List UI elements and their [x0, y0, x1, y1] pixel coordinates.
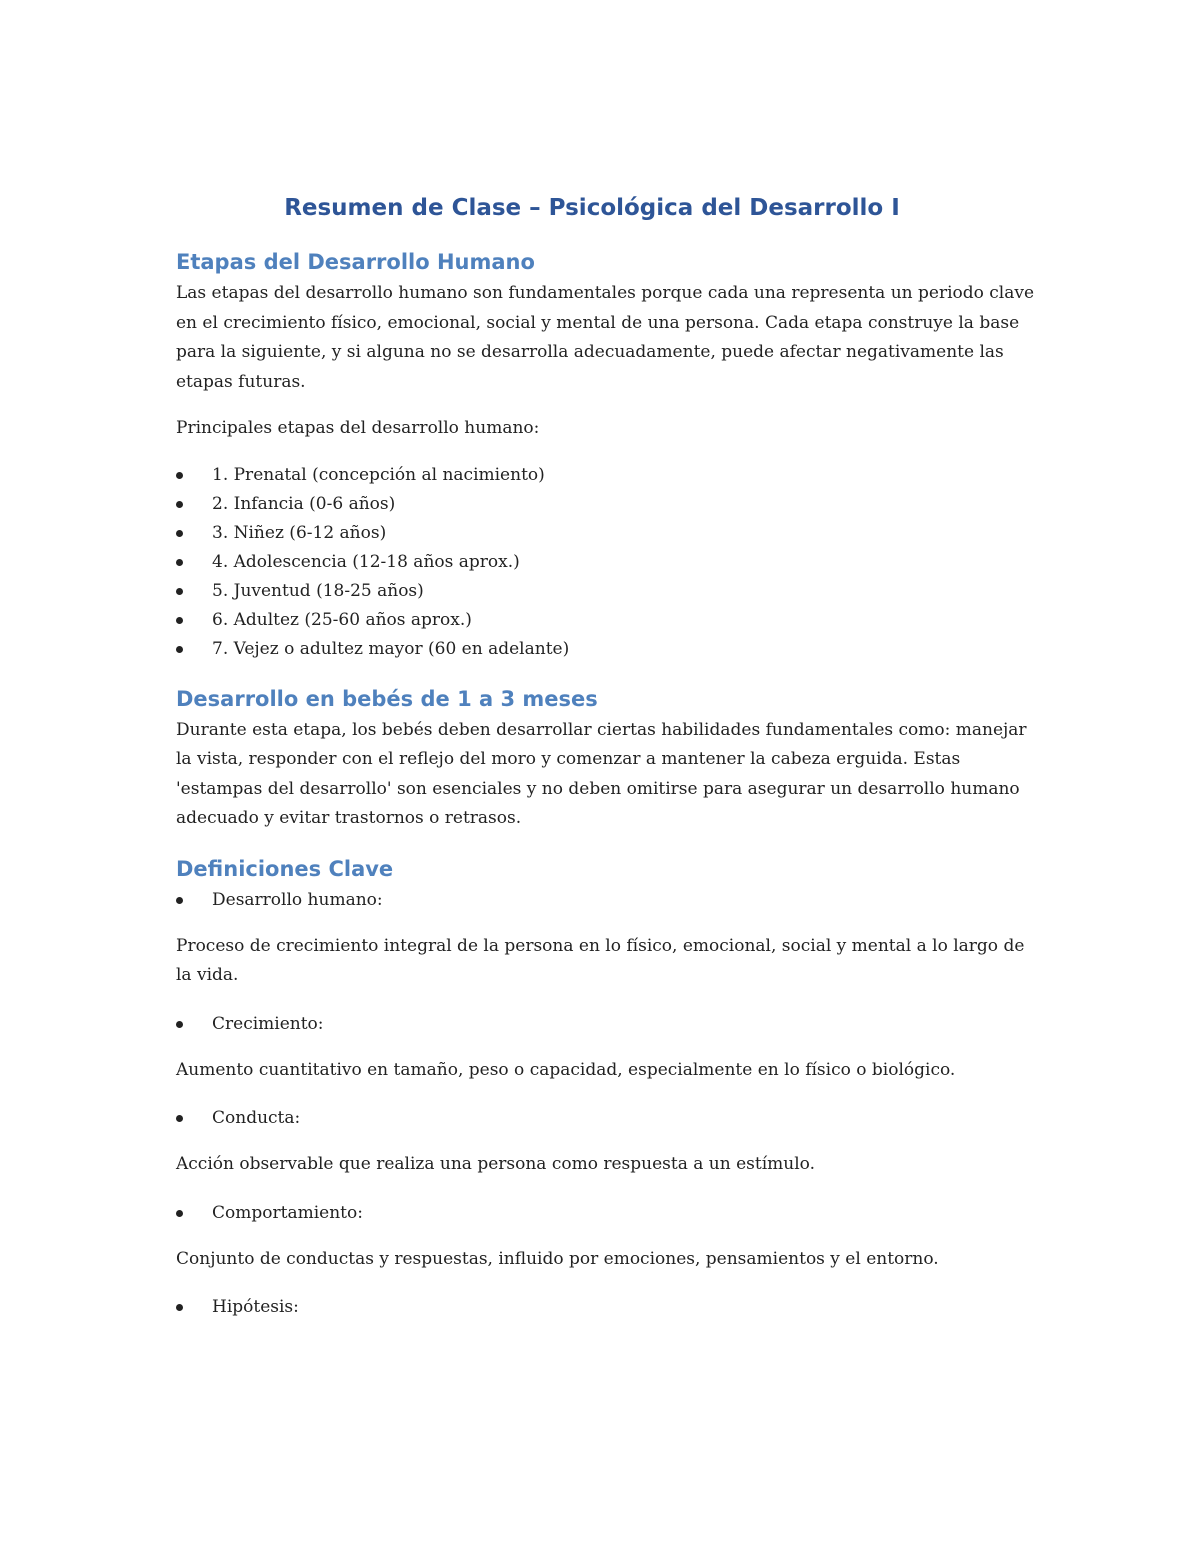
definition-term-text: Desarrollo humano:	[212, 889, 383, 910]
list-item	[176, 606, 1036, 635]
page-title: Resumen de Clase – Psicológica del Desarrollo I	[284, 195, 900, 221]
list-item-text: 5. Juventud (18-25 años)	[212, 580, 424, 601]
bullet-icon	[176, 588, 183, 595]
bebes-paragraph: Durante esta etapa, los bebés deben desarrollar ciertas habilidades fundamentales como: manejar la vista, responder con el reflejo del moro y comenzar a mantener la cabeza erguida. Estas 'estampas del desarrollo' son esenciales y no deben omitirse para asegurar un desarrollo humano adecuado y evitar trastornos o retrasos.	[176, 719, 1027, 828]
definition-term-text: Hipótesis:	[212, 1297, 299, 1317]
bullet-icon	[176, 1304, 183, 1311]
list-item	[176, 548, 1036, 577]
definition-text: Aumento cuantitativo en tamaño, peso o capacidad, especialmente en lo físico o biológico.	[176, 1059, 956, 1080]
list-item-text: 7. Vejez o adultez mayor (60 en adelante)	[212, 638, 570, 659]
definition-text: Acción observable que realiza una persona como respuesta a un estímulo.	[176, 1154, 815, 1174]
definition-term	[176, 1010, 1036, 1039]
definition-block	[176, 1010, 1036, 1086]
definition-term	[176, 1199, 1036, 1228]
list-item-text: 3. Niñez (6-12 años)	[212, 522, 387, 543]
definition-block	[176, 1293, 1036, 1322]
list-item-text: 1. Prenatal (concepción al nacimiento)	[212, 464, 545, 485]
definition-block	[176, 886, 1036, 991]
list-item-text: 6. Adultez (25-60 años aprox.)	[212, 609, 472, 630]
bullet-icon	[176, 617, 183, 624]
definition-term	[176, 886, 1036, 915]
list-item	[176, 490, 1036, 519]
etapas-paragraph: Las etapas del desarrollo humano son fundamentales porque cada una representa un periodo clave en el crecimiento físico, emocional, social y mental de una persona. Cada etapa construye la base para la siguiente, y si alguna no se desarrolla adecuadamente, puede afectar negativamente las etapas futuras.	[176, 283, 1035, 392]
etapas-list	[176, 461, 1036, 664]
list-item	[176, 461, 1036, 490]
definition-term	[176, 1293, 1036, 1322]
definition-term-text: Conducta:	[212, 1108, 301, 1128]
document-body	[176, 188, 1036, 1322]
list-item	[176, 519, 1036, 548]
section-heading-etapas: Etapas del Desarrollo Humano	[176, 250, 535, 274]
bullet-icon	[176, 559, 183, 566]
section-heading-definiciones: Definiciones Clave	[176, 856, 394, 881]
list-item	[176, 577, 1036, 606]
definition-text: Proceso de crecimiento integral de la persona en lo físico, emocional, social y mental a lo largo de la vida.	[176, 935, 1025, 985]
definition-term	[176, 1104, 1036, 1133]
list-item	[176, 635, 1036, 664]
etapas-list-intro: Principales etapas del desarrollo humano:	[176, 418, 540, 438]
bullet-icon	[176, 1021, 183, 1028]
bullet-icon	[176, 530, 183, 537]
bullet-icon	[176, 897, 183, 904]
definition-text: Conjunto de conductas y respuestas, influido por emociones, pensamientos y el entorno.	[176, 1248, 939, 1269]
section-heading-bebes: Desarrollo en bebés de 1 a 3 meses	[176, 686, 598, 711]
bullet-icon	[176, 646, 183, 653]
bullet-icon	[176, 501, 183, 508]
definition-term-text: Comportamiento:	[212, 1202, 363, 1223]
definition-block	[176, 1104, 1036, 1180]
list-item-text: 4. Adolescencia (12-18 años aprox.)	[212, 551, 520, 572]
bullet-icon	[176, 1210, 183, 1217]
list-item-text: 2. Infancia (0-6 años)	[212, 493, 396, 514]
bullet-icon	[176, 1115, 183, 1122]
definition-block	[176, 1199, 1036, 1275]
definition-term-text: Crecimiento:	[212, 1013, 324, 1034]
bullet-icon	[176, 472, 183, 479]
